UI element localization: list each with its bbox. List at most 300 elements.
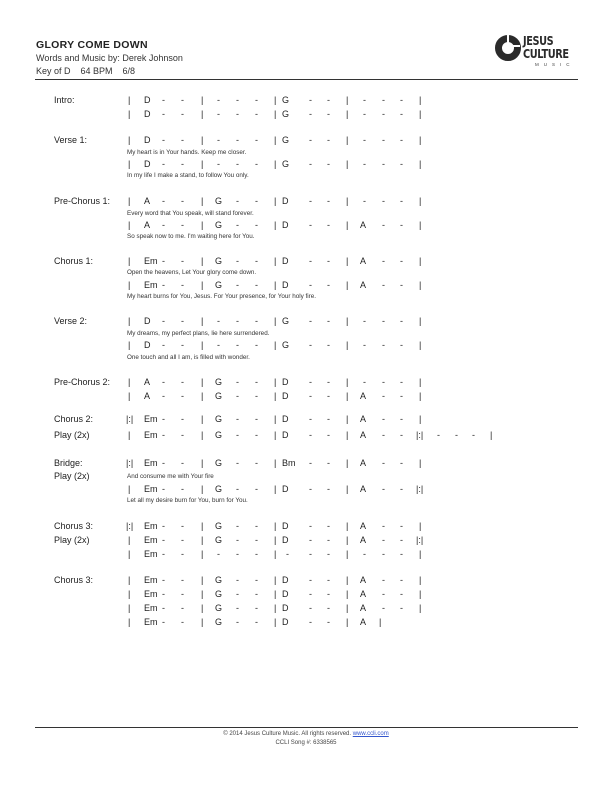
bar-line: | bbox=[128, 280, 131, 290]
chord-line bbox=[0, 340, 612, 352]
beat-dash: - bbox=[181, 575, 184, 585]
beat-dash: - bbox=[455, 430, 458, 440]
beat-dash: - bbox=[400, 484, 403, 494]
bar-line: | bbox=[128, 549, 131, 559]
beat-dash: - bbox=[309, 575, 312, 585]
bar-line: | bbox=[419, 521, 422, 531]
bar-line: | bbox=[274, 484, 277, 494]
beat-dash: - bbox=[181, 340, 184, 350]
chord-line bbox=[0, 256, 612, 268]
beat-dash: - bbox=[236, 589, 239, 599]
chord: A bbox=[360, 521, 367, 531]
bar-line: | bbox=[201, 220, 204, 230]
beat-dash: - bbox=[363, 95, 366, 105]
beat-dash: - bbox=[327, 316, 330, 326]
beat-dash: - bbox=[181, 458, 184, 468]
bar-line: | bbox=[274, 135, 277, 145]
chord: A bbox=[144, 377, 151, 387]
beat-dash: - bbox=[382, 340, 385, 350]
bar-line: | bbox=[274, 430, 277, 440]
beat-dash: - bbox=[236, 280, 239, 290]
bar-line: | bbox=[419, 159, 422, 169]
beat-dash: - bbox=[181, 256, 184, 266]
beat-dash: - bbox=[327, 575, 330, 585]
bar-line: | bbox=[274, 109, 277, 119]
chord: G bbox=[215, 458, 223, 468]
chord: G bbox=[215, 280, 223, 290]
beat-dash: - bbox=[400, 220, 403, 230]
bar-line: | bbox=[128, 377, 131, 387]
beat-dash: - bbox=[162, 575, 165, 585]
bar-line: | bbox=[128, 535, 131, 545]
beat-dash: - bbox=[255, 377, 258, 387]
beat-dash: - bbox=[309, 95, 312, 105]
beat-dash: - bbox=[309, 135, 312, 145]
bar-line: | bbox=[201, 280, 204, 290]
bar-line: | bbox=[201, 414, 204, 424]
beat-dash: - bbox=[181, 377, 184, 387]
chord-line bbox=[0, 414, 612, 426]
beat-dash: - bbox=[327, 109, 330, 119]
bar-line: | bbox=[419, 196, 422, 206]
bar-line: | bbox=[128, 603, 131, 613]
beat-dash: - bbox=[255, 316, 258, 326]
beat-dash: - bbox=[217, 135, 220, 145]
chord-line bbox=[0, 316, 612, 328]
chord: D bbox=[282, 256, 289, 266]
beat-dash: - bbox=[327, 340, 330, 350]
chord: A bbox=[360, 603, 367, 613]
beat-dash: - bbox=[255, 589, 258, 599]
chord-line bbox=[0, 575, 612, 587]
beat-dash: - bbox=[162, 391, 165, 401]
chord: G bbox=[282, 109, 290, 119]
beat-dash: - bbox=[327, 603, 330, 613]
bar-line: | bbox=[419, 458, 422, 468]
bar-line: | bbox=[346, 617, 349, 627]
section-label: Play (2x) bbox=[54, 430, 90, 440]
beat-dash: - bbox=[181, 414, 184, 424]
chord-line bbox=[0, 391, 612, 403]
chord: Em bbox=[144, 484, 158, 494]
beat-dash: - bbox=[400, 159, 403, 169]
chord: Em bbox=[144, 430, 158, 440]
beat-dash: - bbox=[400, 256, 403, 266]
beat-dash: - bbox=[255, 135, 258, 145]
chord-line bbox=[0, 535, 612, 547]
bar-line: | bbox=[201, 521, 204, 531]
bar-line: | bbox=[128, 340, 131, 350]
beat-dash: - bbox=[327, 484, 330, 494]
beat-dash: - bbox=[181, 549, 184, 559]
beat-dash: - bbox=[162, 603, 165, 613]
bar-line: | bbox=[346, 391, 349, 401]
beat-dash: - bbox=[162, 220, 165, 230]
beat-dash: - bbox=[400, 430, 403, 440]
beat-dash: - bbox=[382, 589, 385, 599]
beat-dash: - bbox=[363, 377, 366, 387]
chord: G bbox=[215, 535, 223, 545]
beat-dash: - bbox=[327, 521, 330, 531]
bar-line: | bbox=[128, 589, 131, 599]
chord: G bbox=[215, 256, 223, 266]
bar-line: | bbox=[419, 575, 422, 585]
beat-dash: - bbox=[162, 549, 165, 559]
bar-line: | bbox=[201, 159, 204, 169]
beat-dash: - bbox=[327, 256, 330, 266]
lyric-line: My dreams, my perfect plans, lie here surrendered. bbox=[127, 330, 270, 337]
beat-dash: - bbox=[255, 95, 258, 105]
beat-dash: - bbox=[363, 196, 366, 206]
bar-line: | bbox=[274, 589, 277, 599]
beat-dash: - bbox=[363, 109, 366, 119]
bar-line: | bbox=[346, 95, 349, 105]
beat-dash: - bbox=[309, 458, 312, 468]
beat-dash: - bbox=[309, 484, 312, 494]
bar-line: | bbox=[274, 521, 277, 531]
lyric-line: One touch and all I am, is filled with wonder. bbox=[127, 354, 250, 361]
chord: D bbox=[282, 589, 289, 599]
chord: G bbox=[215, 484, 223, 494]
beat-dash: - bbox=[236, 535, 239, 545]
beat-dash: - bbox=[382, 280, 385, 290]
bar-line: | bbox=[201, 575, 204, 585]
beat-dash: - bbox=[162, 521, 165, 531]
beat-dash: - bbox=[309, 256, 312, 266]
beat-dash: - bbox=[382, 159, 385, 169]
bar-line: | bbox=[201, 458, 204, 468]
beat-dash: - bbox=[162, 430, 165, 440]
chord: A bbox=[360, 391, 367, 401]
beat-dash: - bbox=[255, 391, 258, 401]
beat-dash: - bbox=[382, 458, 385, 468]
section-label: Verse 1: bbox=[54, 135, 88, 145]
chord: A bbox=[360, 256, 367, 266]
bar-line: | bbox=[419, 95, 422, 105]
bar-line: |:| bbox=[416, 430, 424, 440]
beat-dash: - bbox=[255, 109, 258, 119]
bar-line: | bbox=[346, 484, 349, 494]
beat-dash: - bbox=[309, 220, 312, 230]
bar-line: | bbox=[419, 135, 422, 145]
beat-dash: - bbox=[400, 575, 403, 585]
bar-line: | bbox=[274, 549, 277, 559]
bar-line: | bbox=[419, 391, 422, 401]
section-label: Play (2x) bbox=[54, 535, 90, 545]
beat-dash: - bbox=[236, 458, 239, 468]
beat-dash: - bbox=[363, 159, 366, 169]
chord: D bbox=[282, 535, 289, 545]
beat-dash: - bbox=[162, 484, 165, 494]
beat-dash: - bbox=[327, 95, 330, 105]
bar-line: | bbox=[201, 340, 204, 350]
section-label: Chorus 1: bbox=[54, 256, 94, 266]
logo-text-jesus: JESUS bbox=[523, 33, 554, 48]
beat-dash: - bbox=[217, 109, 220, 119]
beat-dash: - bbox=[181, 484, 184, 494]
chord: G bbox=[282, 95, 290, 105]
chord: G bbox=[215, 589, 223, 599]
chord-line bbox=[0, 377, 612, 389]
beat-dash: - bbox=[255, 603, 258, 613]
beat-dash: - bbox=[309, 196, 312, 206]
chord: D bbox=[282, 414, 289, 424]
beat-dash: - bbox=[181, 316, 184, 326]
beat-dash: - bbox=[382, 135, 385, 145]
chord: D bbox=[282, 603, 289, 613]
footer-divider bbox=[35, 727, 578, 728]
beat-dash: - bbox=[400, 535, 403, 545]
beat-dash: - bbox=[255, 196, 258, 206]
beat-dash: - bbox=[162, 458, 165, 468]
beat-dash: - bbox=[181, 617, 184, 627]
bar-line: | bbox=[201, 589, 204, 599]
beat-dash: - bbox=[236, 430, 239, 440]
beat-dash: - bbox=[162, 414, 165, 424]
chord: Em bbox=[144, 458, 158, 468]
beat-dash: - bbox=[309, 521, 312, 531]
bar-line: | bbox=[201, 484, 204, 494]
beat-dash: - bbox=[382, 220, 385, 230]
chord: A bbox=[360, 430, 367, 440]
section-label: Intro: bbox=[54, 95, 75, 105]
bar-line: | bbox=[274, 617, 277, 627]
bar-line: | bbox=[274, 458, 277, 468]
beat-dash: - bbox=[181, 280, 184, 290]
beat-dash: - bbox=[217, 159, 220, 169]
chord-line bbox=[0, 220, 612, 232]
chord-line bbox=[0, 549, 612, 561]
bar-line: | bbox=[274, 95, 277, 105]
beat-dash: - bbox=[382, 95, 385, 105]
bar-line: | bbox=[274, 196, 277, 206]
bar-line: | bbox=[419, 109, 422, 119]
beat-dash: - bbox=[162, 95, 165, 105]
bar-line: | bbox=[128, 391, 131, 401]
beat-dash: - bbox=[162, 109, 165, 119]
bar-line: | bbox=[201, 603, 204, 613]
bar-line: | bbox=[128, 109, 131, 119]
beat-dash: - bbox=[309, 535, 312, 545]
chord: Em bbox=[144, 521, 158, 531]
beat-dash: - bbox=[255, 280, 258, 290]
beat-dash: - bbox=[382, 109, 385, 119]
chord: G bbox=[215, 575, 223, 585]
chord: D bbox=[282, 575, 289, 585]
beat-dash: - bbox=[162, 535, 165, 545]
beat-dash: - bbox=[255, 256, 258, 266]
beat-dash: - bbox=[255, 340, 258, 350]
chord-line bbox=[0, 484, 612, 496]
beat-dash: - bbox=[255, 575, 258, 585]
beat-dash: - bbox=[217, 95, 220, 105]
beat-dash: - bbox=[382, 549, 385, 559]
chord-line bbox=[0, 135, 612, 147]
song-meta: Key of D 64 BPM 6/8 bbox=[36, 66, 136, 76]
chord: A bbox=[360, 617, 367, 627]
bar-line: | bbox=[346, 316, 349, 326]
bar-line: | bbox=[274, 159, 277, 169]
chord: D bbox=[282, 617, 289, 627]
chord: D bbox=[144, 135, 151, 145]
bar-line: | bbox=[274, 316, 277, 326]
beat-dash: - bbox=[400, 603, 403, 613]
chord: D bbox=[282, 521, 289, 531]
bar-line: | bbox=[128, 135, 131, 145]
beat-dash: - bbox=[400, 391, 403, 401]
beat-dash: - bbox=[382, 521, 385, 531]
chord: Em bbox=[144, 535, 158, 545]
bar-line: |:| bbox=[416, 535, 424, 545]
beat-dash: - bbox=[309, 430, 312, 440]
beat-dash: - bbox=[236, 377, 239, 387]
bar-line: | bbox=[201, 391, 204, 401]
ccli-song-number: CCLI Song #: 6338565 bbox=[275, 740, 337, 746]
bar-line: | bbox=[346, 414, 349, 424]
chord: G bbox=[215, 220, 223, 230]
beat-dash: - bbox=[162, 196, 165, 206]
chord: D bbox=[282, 484, 289, 494]
chord-line bbox=[0, 617, 612, 629]
beat-dash: - bbox=[255, 220, 258, 230]
chord-line bbox=[0, 521, 612, 533]
beat-dash: - bbox=[400, 414, 403, 424]
beat-dash: - bbox=[327, 430, 330, 440]
beat-dash: - bbox=[400, 135, 403, 145]
bar-line: | bbox=[201, 135, 204, 145]
bar-line: | bbox=[274, 220, 277, 230]
bar-line: | bbox=[201, 549, 204, 559]
beat-dash: - bbox=[236, 414, 239, 424]
beat-dash: - bbox=[309, 391, 312, 401]
beat-dash: - bbox=[236, 603, 239, 613]
beat-dash: - bbox=[236, 549, 239, 559]
bar-line: | bbox=[274, 603, 277, 613]
bar-line: | bbox=[128, 159, 131, 169]
chord: G bbox=[215, 196, 223, 206]
copyright-text: © 2014 Jesus Culture Music. All rights reserved. bbox=[223, 731, 352, 737]
chord: D bbox=[282, 220, 289, 230]
bar-line: | bbox=[201, 316, 204, 326]
beat-dash: - bbox=[309, 340, 312, 350]
beat-dash: - bbox=[327, 196, 330, 206]
beat-dash: - bbox=[382, 391, 385, 401]
bar-line: | bbox=[419, 589, 422, 599]
bar-line: | bbox=[346, 340, 349, 350]
chord-line bbox=[0, 458, 612, 470]
section-label: Chorus 3: bbox=[54, 575, 94, 585]
bar-line: | bbox=[346, 521, 349, 531]
beat-dash: - bbox=[255, 617, 258, 627]
bar-line: | bbox=[346, 430, 349, 440]
bar-line: | bbox=[346, 535, 349, 545]
lyric-line: So speak now to me. I'm waiting here for You. bbox=[127, 233, 255, 240]
beat-dash: - bbox=[400, 340, 403, 350]
beat-dash: - bbox=[162, 280, 165, 290]
chord: Em bbox=[144, 617, 158, 627]
beat-dash: - bbox=[400, 280, 403, 290]
chord: A bbox=[144, 391, 151, 401]
bar-line: | bbox=[274, 377, 277, 387]
bar-line: | bbox=[346, 220, 349, 230]
chord: G bbox=[215, 603, 223, 613]
bar-line: |:| bbox=[126, 458, 134, 468]
chord: A bbox=[360, 458, 367, 468]
chord: Em bbox=[144, 575, 158, 585]
beat-dash: - bbox=[437, 430, 440, 440]
beat-dash: - bbox=[255, 535, 258, 545]
chord: G bbox=[215, 391, 223, 401]
beat-dash: - bbox=[181, 535, 184, 545]
beat-dash: - bbox=[382, 484, 385, 494]
lyric-line: In my life I make a stand, to follow You only. bbox=[127, 172, 249, 179]
beat-dash: - bbox=[236, 220, 239, 230]
bar-line: | bbox=[128, 617, 131, 627]
beat-dash: - bbox=[162, 617, 165, 627]
beat-dash: - bbox=[255, 549, 258, 559]
beat-dash: - bbox=[236, 484, 239, 494]
bar-line: | bbox=[346, 458, 349, 468]
beat-dash: - bbox=[400, 95, 403, 105]
beat-dash: - bbox=[162, 316, 165, 326]
beat-dash: - bbox=[400, 589, 403, 599]
ccli-link[interactable]: www.ccli.com bbox=[352, 731, 389, 737]
chord-line bbox=[0, 159, 612, 171]
bar-line: | bbox=[346, 159, 349, 169]
beat-dash: - bbox=[309, 414, 312, 424]
beat-dash: - bbox=[382, 414, 385, 424]
section-label: Play (2x) bbox=[54, 471, 90, 481]
logo-text-culture: CULTURE bbox=[523, 46, 569, 61]
beat-dash: - bbox=[255, 159, 258, 169]
beat-dash: - bbox=[162, 340, 165, 350]
bar-line: | bbox=[346, 256, 349, 266]
chord: A bbox=[360, 414, 367, 424]
section-label: Pre-Chorus 1: bbox=[54, 196, 111, 206]
beat-dash: - bbox=[382, 603, 385, 613]
chord: A bbox=[360, 535, 367, 545]
bar-line: | bbox=[419, 256, 422, 266]
bar-line: | bbox=[419, 549, 422, 559]
chord: Em bbox=[144, 414, 158, 424]
chord: G bbox=[215, 521, 223, 531]
song-credits: Words and Music by: Derek Johnson bbox=[36, 53, 183, 63]
beat-dash: - bbox=[236, 340, 239, 350]
lyric-line: Open the heavens, Let Your glory come down. bbox=[127, 269, 257, 276]
chord-line bbox=[0, 430, 612, 442]
bar-line: | bbox=[128, 430, 131, 440]
beat-dash: - bbox=[327, 535, 330, 545]
beat-dash: - bbox=[236, 617, 239, 627]
beat-dash: - bbox=[309, 109, 312, 119]
beat-dash: - bbox=[363, 549, 366, 559]
bar-line: | bbox=[201, 95, 204, 105]
beat-dash: - bbox=[181, 430, 184, 440]
bar-line: | bbox=[419, 414, 422, 424]
bar-line: | bbox=[201, 535, 204, 545]
beat-dash: - bbox=[382, 377, 385, 387]
chord: D bbox=[282, 391, 289, 401]
beat-dash: - bbox=[255, 484, 258, 494]
beat-dash: - bbox=[162, 589, 165, 599]
chord: A bbox=[360, 220, 367, 230]
chord-line bbox=[0, 603, 612, 615]
chord: G bbox=[215, 617, 223, 627]
bar-line: | bbox=[201, 430, 204, 440]
chord: A bbox=[360, 484, 367, 494]
beat-dash: - bbox=[236, 135, 239, 145]
beat-dash: - bbox=[309, 589, 312, 599]
